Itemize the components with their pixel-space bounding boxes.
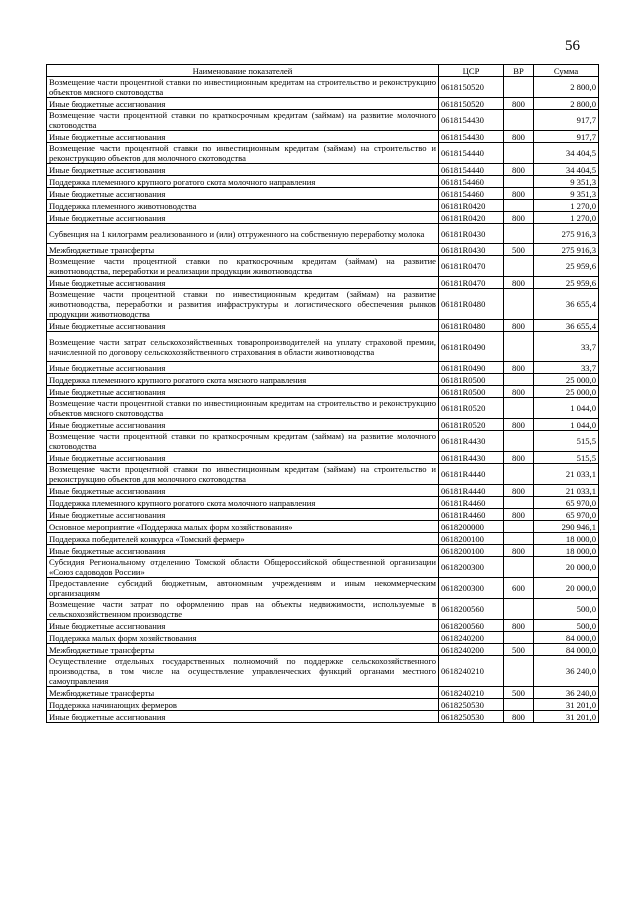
row-vr: 500 xyxy=(504,687,534,699)
table-row xyxy=(47,419,599,431)
row-sum: 21 033,1 xyxy=(534,464,599,485)
row-csr: 0618240200 xyxy=(439,632,504,644)
row-sum: 500,0 xyxy=(534,599,599,620)
row-sum: 33,7 xyxy=(534,362,599,374)
row-name: Иные бюджетные ассигнования xyxy=(47,452,439,464)
row-vr: 800 xyxy=(504,212,534,224)
row-sum: 290 946,1 xyxy=(534,521,599,533)
page-number: 56 xyxy=(565,38,580,54)
row-vr xyxy=(504,256,534,277)
row-name: Иные бюджетные ассигнования xyxy=(47,711,439,723)
row-sum: 33,7 xyxy=(534,332,599,362)
row-sum: 25 000,0 xyxy=(534,374,599,386)
row-csr: 06181R4430 xyxy=(439,431,504,452)
table-row xyxy=(47,711,599,723)
row-vr xyxy=(504,200,534,212)
row-vr xyxy=(504,533,534,545)
row-csr: 0618150520 xyxy=(439,77,504,98)
row-csr: 06181R0470 xyxy=(439,277,504,289)
row-name: Поддержка племенного крупного рогатого скота молочного направления xyxy=(47,497,439,509)
row-vr: 800 xyxy=(504,452,534,464)
row-sum: 31 201,0 xyxy=(534,699,599,711)
row-name: Иные бюджетные ассигнования xyxy=(47,620,439,632)
row-sum: 2 800,0 xyxy=(534,98,599,110)
header-name: Наименование показателей xyxy=(47,65,439,77)
row-name: Межбюджетные трансферты xyxy=(47,644,439,656)
row-name: Межбюджетные трансферты xyxy=(47,687,439,699)
row-sum: 31 201,0 xyxy=(534,711,599,723)
row-csr: 0618200560 xyxy=(439,599,504,620)
row-name: Возмещение части процентной ставки по инвестиционным кредитам на строительство и реконструкцию объектов мясного скотоводства xyxy=(47,398,439,419)
table-row xyxy=(47,244,599,256)
row-csr: 0618200100 xyxy=(439,533,504,545)
row-name: Иные бюджетные ассигнования xyxy=(47,485,439,497)
row-sum: 25 959,6 xyxy=(534,256,599,277)
row-csr: 0618150520 xyxy=(439,98,504,110)
row-vr: 500 xyxy=(504,644,534,656)
table-row xyxy=(47,131,599,143)
row-name: Возмещение части процентной ставки по краткосрочным кредитам (займам) на развитие молочного скотоводства xyxy=(47,110,439,131)
row-sum: 18 000,0 xyxy=(534,545,599,557)
table-row xyxy=(47,374,599,386)
table-row xyxy=(47,557,599,578)
row-csr: 0618240210 xyxy=(439,656,504,687)
table-row xyxy=(47,143,599,164)
row-vr xyxy=(504,497,534,509)
table-row xyxy=(47,188,599,200)
row-name: Иные бюджетные ассигнования xyxy=(47,509,439,521)
row-name: Иные бюджетные ассигнования xyxy=(47,277,439,289)
row-vr xyxy=(504,77,534,98)
row-csr: 06181R0500 xyxy=(439,386,504,398)
row-sum: 34 404,5 xyxy=(534,164,599,176)
row-sum: 36 655,4 xyxy=(534,320,599,332)
row-name: Возмещение части процентной ставки по инвестиционным кредитам (займам) на строительство и реконструкцию объектов для молочного скотоводства xyxy=(47,464,439,485)
row-csr: 06181R0430 xyxy=(439,224,504,244)
row-name: Осуществление отдельных государственных полномочий по поддержке сельскохозяйственного производства, в том числе на осуществление управленческих функций органами местного самоуправления xyxy=(47,656,439,687)
table-row xyxy=(47,289,599,320)
row-name: Поддержка победителей конкурса «Томский фермер» xyxy=(47,533,439,545)
table-row xyxy=(47,77,599,98)
row-sum: 65 970,0 xyxy=(534,497,599,509)
table-row xyxy=(47,164,599,176)
row-sum: 2 800,0 xyxy=(534,77,599,98)
row-name: Возмещение части процентной ставки по инвестиционным кредитам (займам) на строительство и реконструкцию объектов для молочного скотоводства xyxy=(47,143,439,164)
table-row xyxy=(47,497,599,509)
row-name: Поддержка племенного крупного рогатого скота молочного направления xyxy=(47,176,439,188)
table-row xyxy=(47,620,599,632)
row-csr: 0618250530 xyxy=(439,711,504,723)
row-sum: 275 916,3 xyxy=(534,244,599,256)
row-sum: 20 000,0 xyxy=(534,557,599,578)
table-row xyxy=(47,464,599,485)
row-csr: 0618154460 xyxy=(439,176,504,188)
row-csr: 06181R0490 xyxy=(439,332,504,362)
row-vr: 800 xyxy=(504,320,534,332)
row-sum: 36 240,0 xyxy=(534,687,599,699)
row-csr: 06181R0520 xyxy=(439,419,504,431)
row-csr: 0618200000 xyxy=(439,521,504,533)
table-row xyxy=(47,256,599,277)
row-sum: 65 970,0 xyxy=(534,509,599,521)
table-row xyxy=(47,212,599,224)
row-sum: 36 240,0 xyxy=(534,656,599,687)
row-vr xyxy=(504,632,534,644)
row-sum: 20 000,0 xyxy=(534,578,599,599)
row-sum: 275 916,3 xyxy=(534,224,599,244)
row-sum: 25 959,6 xyxy=(534,277,599,289)
row-sum: 18 000,0 xyxy=(534,533,599,545)
row-vr: 600 xyxy=(504,578,534,599)
table-row xyxy=(47,699,599,711)
row-csr: 06181R0480 xyxy=(439,289,504,320)
table-row xyxy=(47,521,599,533)
row-csr: 0618250530 xyxy=(439,699,504,711)
table-row xyxy=(47,533,599,545)
row-sum: 84 000,0 xyxy=(534,644,599,656)
row-vr: 800 xyxy=(504,98,534,110)
row-vr: 800 xyxy=(504,545,534,557)
table-row xyxy=(47,431,599,452)
row-name: Субвенция на 1 килограмм реализованного и (или) отгруженного на собственную переработку молока xyxy=(47,224,439,244)
row-sum: 515,5 xyxy=(534,452,599,464)
row-name: Субсидия Региональному отделению Томской области Общероссийской общественной организации «Союз садоводов России» xyxy=(47,557,439,578)
row-csr: 06181R0520 xyxy=(439,398,504,419)
row-vr xyxy=(504,110,534,131)
row-vr: 800 xyxy=(504,164,534,176)
row-vr: 800 xyxy=(504,131,534,143)
row-vr: 800 xyxy=(504,188,534,200)
row-name: Возмещение части процентной ставки по инвестиционным кредитам на строительство и реконструкцию объектов мясного скотоводства xyxy=(47,77,439,98)
row-csr: 0618154430 xyxy=(439,131,504,143)
row-csr: 0618240210 xyxy=(439,687,504,699)
row-vr xyxy=(504,224,534,244)
row-vr: 500 xyxy=(504,244,534,256)
row-vr: 800 xyxy=(504,386,534,398)
row-csr: 06181R4460 xyxy=(439,497,504,509)
row-name: Поддержка племенного крупного рогатого скота мясного направления xyxy=(47,374,439,386)
row-vr: 800 xyxy=(504,419,534,431)
row-csr: 06181R0430 xyxy=(439,244,504,256)
row-csr: 0618154440 xyxy=(439,164,504,176)
row-name: Поддержка начинающих фермеров xyxy=(47,699,439,711)
table-row xyxy=(47,545,599,557)
row-name: Иные бюджетные ассигнования xyxy=(47,545,439,557)
table-row xyxy=(47,452,599,464)
row-csr: 0618154440 xyxy=(439,143,504,164)
row-name: Иные бюджетные ассигнования xyxy=(47,386,439,398)
row-vr: 800 xyxy=(504,277,534,289)
row-name: Возмещение части процентной ставки по краткосрочным кредитам (займам) на развитие животноводства, переработки и реализации продукции животноводства xyxy=(47,256,439,277)
row-vr: 800 xyxy=(504,362,534,374)
row-name: Возмещение части затрат по оформлению прав на объекты недвижимости, используемые в сельскохозяйственном производстве xyxy=(47,599,439,620)
row-vr xyxy=(504,699,534,711)
row-vr xyxy=(504,656,534,687)
row-csr: 06181R4440 xyxy=(439,485,504,497)
row-csr: 06181R0500 xyxy=(439,374,504,386)
row-vr xyxy=(504,374,534,386)
row-vr xyxy=(504,431,534,452)
row-sum: 1 270,0 xyxy=(534,212,599,224)
row-vr: 800 xyxy=(504,509,534,521)
table-row xyxy=(47,632,599,644)
table-row xyxy=(47,332,599,362)
table-row xyxy=(47,687,599,699)
row-vr xyxy=(504,176,534,188)
row-sum: 21 033,1 xyxy=(534,485,599,497)
row-name: Иные бюджетные ассигнования xyxy=(47,362,439,374)
table-row xyxy=(47,98,599,110)
row-sum: 25 000,0 xyxy=(534,386,599,398)
row-sum: 36 655,4 xyxy=(534,289,599,320)
row-csr: 06181R4440 xyxy=(439,464,504,485)
row-sum: 500,0 xyxy=(534,620,599,632)
table-row xyxy=(47,386,599,398)
table-row xyxy=(47,644,599,656)
table-row xyxy=(47,578,599,599)
row-sum: 9 351,3 xyxy=(534,188,599,200)
table-row xyxy=(47,599,599,620)
row-csr: 06181R0490 xyxy=(439,362,504,374)
table-row xyxy=(47,485,599,497)
row-sum: 917,7 xyxy=(534,131,599,143)
row-sum: 515,5 xyxy=(534,431,599,452)
row-name: Иные бюджетные ассигнования xyxy=(47,98,439,110)
row-csr: 0618200560 xyxy=(439,620,504,632)
table-row xyxy=(47,656,599,687)
row-sum: 1 044,0 xyxy=(534,419,599,431)
row-name: Иные бюджетные ассигнования xyxy=(47,188,439,200)
row-csr: 0618154460 xyxy=(439,188,504,200)
row-vr xyxy=(504,143,534,164)
header-csr: ЦСР xyxy=(439,65,504,77)
row-name: Поддержка племенного животноводства xyxy=(47,200,439,212)
row-vr xyxy=(504,521,534,533)
row-vr xyxy=(504,557,534,578)
row-vr xyxy=(504,289,534,320)
row-csr: 0618240200 xyxy=(439,644,504,656)
row-name: Иные бюджетные ассигнования xyxy=(47,320,439,332)
row-csr: 06181R0420 xyxy=(439,200,504,212)
row-name: Иные бюджетные ассигнования xyxy=(47,212,439,224)
row-name: Межбюджетные трансферты xyxy=(47,244,439,256)
row-sum: 1 270,0 xyxy=(534,200,599,212)
row-sum: 84 000,0 xyxy=(534,632,599,644)
row-csr: 0618154430 xyxy=(439,110,504,131)
table-row xyxy=(47,277,599,289)
row-csr: 06181R0470 xyxy=(439,256,504,277)
table-row xyxy=(47,362,599,374)
row-csr: 06181R0480 xyxy=(439,320,504,332)
table-row xyxy=(47,200,599,212)
row-name: Иные бюджетные ассигнования xyxy=(47,164,439,176)
row-name: Возмещение части затрат сельскохозяйственных товаропроизводителей на уплату страховой премии, начисленной по договору сельскохозяйственного страхования в области животноводства xyxy=(47,332,439,362)
row-csr: 06181R0420 xyxy=(439,212,504,224)
row-sum: 9 351,3 xyxy=(534,176,599,188)
row-sum: 917,7 xyxy=(534,110,599,131)
row-vr: 800 xyxy=(504,711,534,723)
table-row xyxy=(47,320,599,332)
table-row xyxy=(47,110,599,131)
row-vr xyxy=(504,464,534,485)
row-name: Поддержка малых форм хозяйствования xyxy=(47,632,439,644)
row-vr xyxy=(504,398,534,419)
row-csr: 06181R4430 xyxy=(439,452,504,464)
row-vr: 800 xyxy=(504,620,534,632)
header-row xyxy=(47,65,599,77)
row-csr: 06181R4460 xyxy=(439,509,504,521)
row-sum: 1 044,0 xyxy=(534,398,599,419)
header-vr: ВР xyxy=(504,65,534,77)
row-name: Основное мероприятие «Поддержка малых форм хозяйствования» xyxy=(47,521,439,533)
row-name: Иные бюджетные ассигнования xyxy=(47,131,439,143)
row-sum: 34 404,5 xyxy=(534,143,599,164)
row-csr: 0618200300 xyxy=(439,578,504,599)
row-csr: 0618200100 xyxy=(439,545,504,557)
table-row xyxy=(47,176,599,188)
row-vr: 800 xyxy=(504,485,534,497)
row-name: Предоставление субсидий бюджетным, автономным учреждениям и иным некоммерческим организациям xyxy=(47,578,439,599)
row-vr xyxy=(504,599,534,620)
table-row xyxy=(47,398,599,419)
row-name: Возмещение части процентной ставки по краткосрочным кредитам (займам) на развитие молочного скотоводства xyxy=(47,431,439,452)
table-row xyxy=(47,224,599,244)
table-body xyxy=(47,77,599,723)
row-vr xyxy=(504,332,534,362)
header-sum: Сумма xyxy=(534,65,599,77)
row-name: Иные бюджетные ассигнования xyxy=(47,419,439,431)
row-name: Возмещение части процентной ставки по инвестиционным кредитам (займам) на развитие животноводства, переработки и развития инфраструктуры и логистического обеспечения рынков продукции животноводства xyxy=(47,289,439,320)
row-csr: 0618200300 xyxy=(439,557,504,578)
table-row xyxy=(47,509,599,521)
budget-table xyxy=(46,64,599,723)
